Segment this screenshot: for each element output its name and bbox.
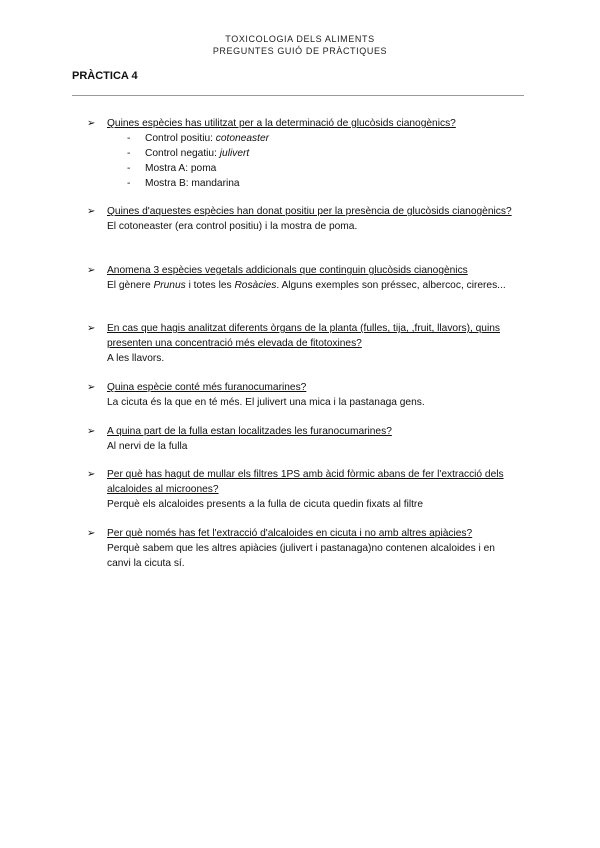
- question-text: Quines d'aquestes espècies han donat positiu per la presència de glucòsids cianogènics?: [107, 206, 512, 217]
- section-title: PRÀCTICA 4: [72, 70, 138, 82]
- arrow-bullet-icon: ➢: [87, 323, 96, 334]
- list-item: - Mostra B: mandarina: [127, 178, 240, 189]
- question-text: En cas que hagis analitzat diferents òrgans de la planta (fulles, tija, ,fruit, llavors), quins presenten una concentració més elevada de fitotoxines?: [107, 323, 500, 349]
- section-divider: [72, 95, 524, 96]
- answer-text: Perquè sabem que les altres apiàcies (julivert i pastanaga)no contenen alcaloides i en canvi la cicuta sí.: [107, 543, 495, 569]
- question-text: Per què has hagut de mullar els filtres 1PS amb àcid fòrmic abans de fer l'extracció dels alcaloides al microones?: [107, 469, 504, 495]
- question-block-3: [87, 263, 512, 293]
- list-item: - Control positiu: cotoneaster: [127, 133, 270, 144]
- question-block-7: [87, 467, 512, 512]
- answer-text: El cotoneaster (era control positiu) i la mostra de poma.: [107, 221, 358, 232]
- arrow-bullet-icon: ➢: [87, 382, 96, 393]
- question-block-4: [87, 321, 512, 366]
- document-header-title: TOXICOLOGIA DELS ALIMENTS: [225, 34, 375, 44]
- arrow-bullet-icon: ➢: [87, 469, 96, 480]
- question-block-5: [87, 380, 512, 410]
- question-text: Quines espècies has utilitzat per a la determinació de glucòsids cianogènics?: [107, 118, 456, 129]
- arrow-bullet-icon: ➢: [87, 426, 96, 437]
- answer-text: El gènere Prunus i totes les Rosàcies. Alguns exemples son préssec, albercoc, cireres...: [107, 280, 506, 291]
- question-text: A quina part de la fulla estan localitzades les furanocumarines?: [107, 426, 392, 437]
- question-text: Per què només has fet l'extracció d'alcaloides en cicuta i no amb altres apiàcies?: [107, 528, 473, 539]
- answer-text: A les llavors.: [107, 353, 165, 364]
- arrow-bullet-icon: ➢: [87, 118, 96, 129]
- list-item: - Control negatiu: julivert: [127, 148, 250, 159]
- question-block-8: [87, 526, 512, 571]
- question-block-1: [87, 116, 512, 191]
- answer-text: La cicuta és la que en té més. El julivert una mica i la pastanaga gens.: [107, 397, 425, 408]
- arrow-bullet-icon: ➢: [87, 206, 96, 217]
- arrow-bullet-icon: ➢: [87, 528, 96, 539]
- answer-text: Perquè els alcaloides presents a la fulla de cicuta quedin fixats al filtre: [107, 499, 423, 510]
- arrow-bullet-icon: ➢: [87, 265, 96, 276]
- answer-text: Al nervi de la fulla: [107, 441, 188, 452]
- sample-list: [107, 131, 512, 191]
- list-item: - Mostra A: poma: [127, 163, 217, 174]
- question-text: Quina espècie conté més furanocumarines?: [107, 382, 307, 393]
- question-block-2: [87, 204, 512, 234]
- question-block-6: [87, 424, 512, 454]
- question-text: Anomena 3 espècies vegetals addicionals que continguin glucòsids cianogènics: [107, 265, 468, 276]
- document-header-subtitle: PREGUNTES GUIÓ DE PRÀCTIQUES: [212, 46, 388, 56]
